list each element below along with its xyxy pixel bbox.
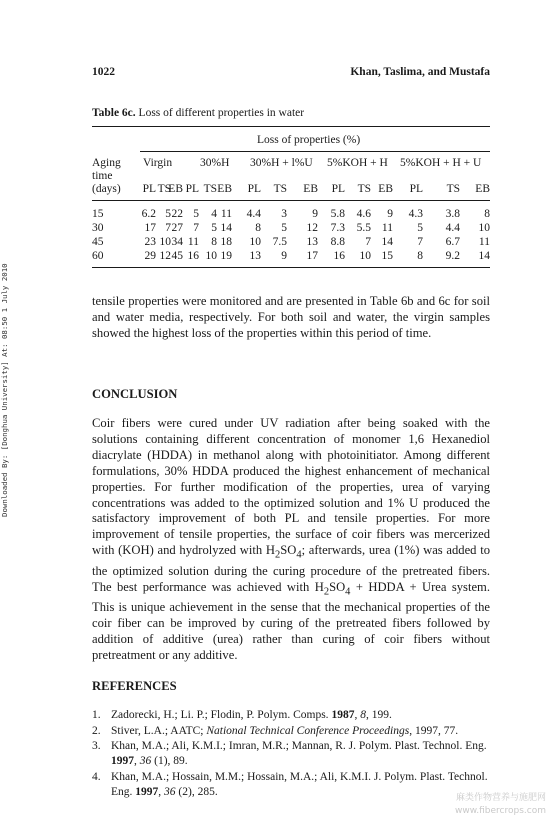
reference-list	[92, 708, 490, 800]
column-subheading: PL	[331, 183, 345, 195]
table-cell: 9	[312, 208, 318, 220]
reference-number: 4.	[92, 770, 101, 783]
column-subheading: PL	[247, 183, 261, 195]
reference-volume: 36	[164, 785, 176, 798]
table-cell: 9.2	[445, 250, 460, 262]
table-cell: 5	[281, 222, 287, 234]
column-subheading: TS	[157, 183, 171, 195]
reference-item	[92, 724, 490, 739]
subscript: 4	[345, 586, 351, 598]
site-watermark	[455, 792, 546, 818]
reference-year: 1997	[111, 755, 134, 768]
table-cell: 8	[211, 236, 217, 248]
conclusion-text-1: Coir fibers were cured under UV radiation after being soaked with the solutions containing different concentration of monomer 1,6 Hexanediol diacrylate (HDDA) in methanol along with photoinitiator. Among different formulations, 30% HDDA produced the highest enhancement of mechanical properties. For further modification of the properties, urea of varying concentrations was added to the optimized solution and 1% U produced the satisfactory improvement of both PL and tensile properties. For more improvement of tensile properties, the surface of coir fibers was mercerized with (KOH) and hydrolyzed with H	[92, 416, 490, 558]
table-cell: 14	[381, 236, 393, 248]
table-bottom-rule	[92, 267, 490, 268]
download-stamp: Downloaded By: [Donghua University] At: 08:50 1 July 2010	[0, 263, 9, 517]
reference-text: Khan, M.A.; Hossain, M.M.; Hossain, M.A.; Ali, K.M.I. J. Polym. Plast. Technol. Eng.	[111, 770, 488, 798]
table-cell: 19	[220, 250, 232, 262]
table-cell: 4.3	[408, 208, 423, 220]
reference-text: , 199.	[365, 709, 392, 721]
table-cell: 6.2	[141, 208, 156, 220]
table-cell: 23	[144, 236, 156, 248]
column-group-heading: 30%H + l%U	[250, 157, 313, 169]
table-cell: 10	[205, 250, 217, 262]
table-cell: 8.8	[330, 236, 345, 248]
table-cell: 7.5	[272, 236, 287, 248]
column-subheading: TS	[273, 183, 287, 195]
table-cell: 7	[165, 222, 171, 234]
table-cell: 3.8	[445, 208, 460, 220]
conclusion-text-4: SO	[329, 579, 346, 594]
table-cell: 10	[249, 236, 261, 248]
table-cell: 12	[159, 250, 171, 262]
table-caption-label: Table 6c.	[92, 107, 136, 119]
table-cell: 7	[417, 236, 423, 248]
table-cell: 7	[365, 236, 371, 248]
page-number: 1022	[92, 66, 115, 78]
column-subheading: PL	[409, 183, 423, 195]
table-cell: 7.3	[330, 222, 345, 234]
table-cell: 10	[159, 236, 171, 248]
conclusion-heading: CONCLUSION	[92, 387, 178, 401]
column-subheading: EB	[303, 183, 318, 195]
row-header-line-2: time	[92, 170, 113, 182]
table-cell: 11	[187, 236, 199, 248]
reference-text: Stiver, L.A.; AATC;	[111, 724, 207, 737]
table-cell: 11	[220, 208, 232, 220]
row-header-line-1: Aging	[92, 157, 121, 169]
reference-item	[92, 708, 490, 723]
table-cell: 5	[193, 208, 199, 220]
subscript: 4	[296, 549, 302, 561]
table-cell: 11	[381, 222, 393, 234]
row-label-days: 60	[92, 250, 104, 262]
column-subheading: TS	[357, 183, 371, 195]
table-cell: 4	[211, 208, 217, 220]
reference-text: ,	[158, 785, 165, 798]
table-cell: 34	[171, 236, 183, 248]
conclusion-text-5: + HDDA + Urea system. This is unique achievement in the sense that the mechanical properties of the coir fiber can be improved by curing of the pretreated fibers followed by addition of additive (urea) rather than curing of coir fibers without pretreatment or any additive.	[92, 579, 490, 662]
table-cell: 5.8	[330, 208, 345, 220]
table-cell: 13	[306, 236, 318, 248]
table-cell: 4.6	[356, 208, 371, 220]
table-caption-text: Loss of different properties in water	[138, 107, 305, 119]
table-cell: 45	[171, 250, 183, 262]
reference-text: ,	[134, 755, 140, 768]
column-group-heading: 5%KOH + H + U	[400, 157, 482, 169]
table-cell: 12	[306, 222, 318, 234]
watermark-line-1: 麻类作物营养与施肥网	[455, 793, 546, 803]
conclusion-text-2: SO	[280, 543, 297, 558]
watermark-line-2: www.fibercrops.com	[455, 806, 546, 816]
row-label-days: 15	[92, 208, 104, 220]
row-label-days: 45	[92, 236, 104, 248]
table-cell: 18	[220, 236, 232, 248]
table-cell: 3	[281, 208, 287, 220]
column-subheading: TS	[203, 183, 217, 195]
column-subheading: EB	[378, 183, 393, 195]
column-group-heading: Virgin	[143, 157, 173, 169]
table-cell: 22	[171, 208, 183, 220]
table-cell: 11	[478, 236, 490, 248]
table-caption	[92, 107, 304, 119]
table-cell: 8	[484, 208, 490, 220]
table-cell: 6.7	[445, 236, 460, 248]
reference-text: Zadorecki, H.; Li. P.; Flodin, P. Polym. Comps.	[111, 709, 332, 721]
table-cell: 9	[387, 208, 393, 220]
table-cell: 14	[220, 222, 232, 234]
reference-item	[92, 739, 490, 768]
conclusion-text-3: ; afterwards, urea (1%) was added to the optimized solution during the curing procedure of the pretreated fibers. The best performance was achieved with H	[92, 543, 490, 594]
table-cell: 17	[144, 222, 156, 234]
column-subheading: PL	[142, 183, 156, 195]
header-bottom-rule	[92, 200, 490, 201]
reference-year: 1987	[331, 709, 355, 721]
table-cell: 5.5	[356, 222, 371, 234]
table-cell: 10	[359, 250, 371, 262]
reference-volume: 8	[360, 709, 366, 721]
references-heading: REFERENCES	[92, 679, 177, 693]
table-cell: 15	[381, 250, 393, 262]
spanner-rule	[140, 151, 490, 152]
table-cell: 8	[255, 222, 261, 234]
table-cell: 16	[333, 250, 345, 262]
column-group-heading: 30%H	[200, 157, 230, 169]
table-cell: 14	[478, 250, 490, 262]
table-spanner-heading: Loss of properties (%)	[257, 134, 361, 146]
intro-paragraph: tensile properties were monitored and are presented in Table 6b and 6c for soil and water media, respectively. For both soil and water, the virgin samples showed the highest loss of the properties within this period of time.	[92, 294, 490, 340]
column-subheading: EB	[217, 183, 232, 195]
reference-text: (1), 89.	[151, 755, 188, 768]
running-authors: Khan, Taslima, and Mustafa	[350, 66, 490, 78]
table-top-rule	[92, 126, 490, 127]
reference-text: , 1997, 77.	[409, 724, 459, 737]
column-subheading: EB	[168, 183, 183, 195]
column-subheading: EB	[475, 183, 490, 195]
running-header	[92, 66, 490, 82]
reference-item	[92, 770, 490, 799]
table-cell: 8	[417, 250, 423, 262]
table-cell: 29	[144, 250, 156, 262]
reference-year: 1997	[135, 785, 159, 798]
table-cell: 13	[249, 250, 261, 262]
row-label-days: 30	[92, 222, 104, 234]
row-header-line-3: (days)	[92, 183, 121, 195]
reference-number: 3.	[92, 740, 101, 753]
table-cell: 27	[171, 222, 183, 234]
table-cell: 7	[193, 222, 199, 234]
table-cell: 10	[478, 222, 490, 234]
reference-number: 2.	[92, 724, 101, 737]
reference-volume: 36	[139, 755, 152, 768]
column-subheading: PL	[185, 183, 199, 195]
table-cell: 9	[281, 250, 287, 262]
reference-number: 1.	[92, 709, 101, 721]
reference-text: ,	[354, 709, 361, 721]
reference-text: (2), 285.	[175, 785, 218, 798]
conclusion-paragraph	[92, 416, 490, 664]
table-cell: 5	[417, 222, 423, 234]
reference-text: Khan, M.A.; Ali, K.M.I.; Imran, M.R.; Mannan, R. J. Polym. Plast. Technol. Eng.	[111, 740, 487, 753]
table-cell: 16	[187, 250, 199, 262]
table-cell: 5	[165, 208, 171, 220]
table-cell: 17	[306, 250, 318, 262]
table-cell: 4.4	[445, 222, 460, 234]
reference-title: National Technical Conference Proceedings	[206, 724, 410, 737]
table-cell: 5	[211, 222, 217, 234]
table-cell: 4.4	[246, 208, 261, 220]
column-subheading: TS	[446, 183, 460, 195]
subscript: 2	[274, 549, 281, 561]
column-group-heading: 5%KOH + H	[327, 157, 388, 169]
subscript: 2	[323, 586, 330, 598]
